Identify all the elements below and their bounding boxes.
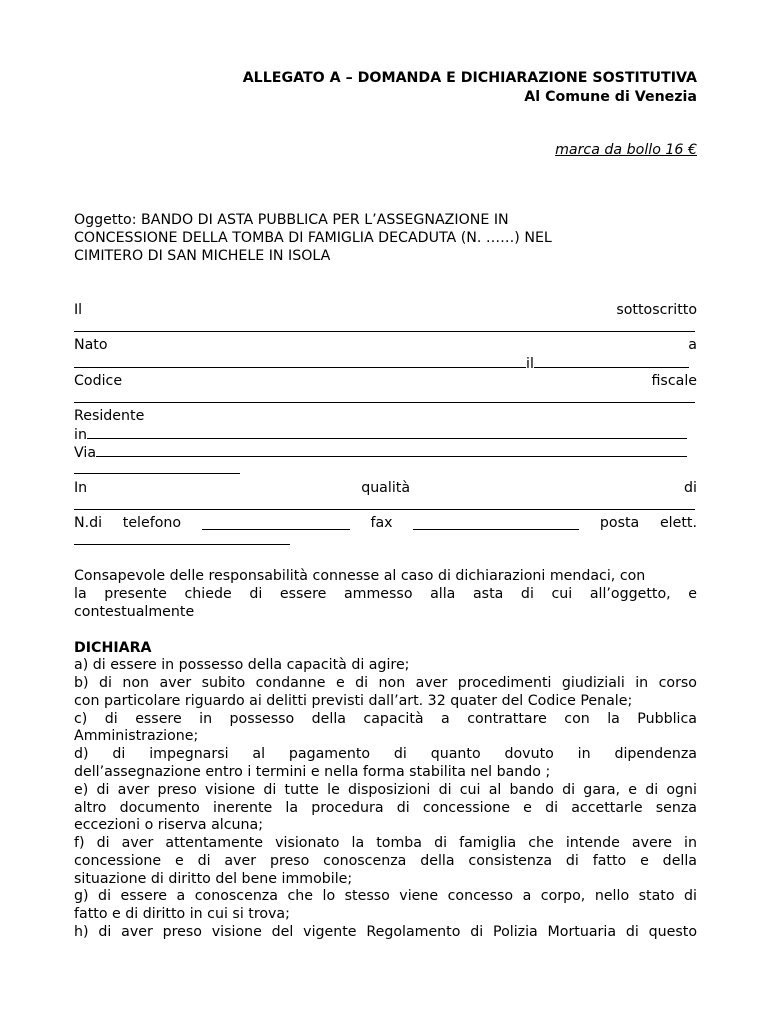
item-line: con particolare riguardo ai delitti previsti dall’art. 32 quater del Codice Penale; — [74, 693, 633, 709]
label-in: in — [74, 427, 87, 443]
phone-field[interactable] — [202, 516, 350, 530]
item-line: concessione e di aver preso conoscenza della consistenza di fatto e della — [74, 853, 697, 869]
item-line: c) di essere in possesso della capacità a contrattare con la Pubblica — [74, 711, 697, 727]
label-telefono: telefono — [122, 515, 182, 531]
intro-line-3: contestualmente — [74, 604, 195, 620]
item-line: b) di non aver subito condanne e di non aver procedimenti giudiziali in corso — [74, 675, 697, 691]
form-row-residence-city — [74, 425, 697, 444]
declares-heading: DICHIARA — [74, 640, 152, 656]
subject-line-3: CIMITERO DI SAN MICHELE IN ISOLA — [74, 248, 331, 264]
item-line: g) di essere a conoscenza che lo stesso viene concesso a corpo, nello stato di — [74, 888, 697, 904]
label-fax: fax — [370, 515, 393, 531]
item-line: a) di essere in possesso della capacità di agire; — [74, 657, 410, 673]
item-line: d) di impegnarsi al pagamento di quanto dovuto in dipendenza — [74, 746, 697, 762]
label-in-capacity: In — [74, 480, 88, 496]
label-nato: Nato — [74, 337, 108, 353]
capacity-field[interactable] — [74, 496, 697, 514]
item-line: Amministrazione; — [74, 728, 199, 744]
item-line: eccezioni o riserva alcuna; — [74, 817, 263, 833]
label-sottoscritto: sottoscritto — [616, 302, 697, 318]
residence-city-field[interactable] — [87, 425, 687, 439]
form-row-contacts — [74, 514, 697, 532]
fax-field[interactable] — [413, 516, 579, 530]
item-line: dell’assegnazione entro i termini e nella forma stabilita nel bando ; — [74, 764, 551, 780]
email-field[interactable] — [74, 531, 697, 549]
birthdate-field[interactable] — [534, 354, 689, 368]
label-il-date: il — [526, 356, 534, 372]
label-di: di — [684, 480, 697, 496]
street-field-continued[interactable] — [74, 460, 697, 478]
label-via: Via — [74, 445, 97, 461]
subject-line-2: CONCESSIONE DELLA TOMBA DI FAMIGLIA DECADUTA (N. ……) NEL — [74, 230, 552, 246]
label-ndi: N.di — [74, 515, 103, 531]
intro-line-1: Consapevole delle responsabilità connesse al caso di dichiarazioni mendaci, con — [74, 568, 646, 584]
form-row-capacity — [74, 479, 697, 497]
item-line: altro documento inerente la procedura di concessione e di accettarle senza — [74, 800, 697, 816]
name-field[interactable] — [74, 318, 697, 336]
label-elett: elett. — [659, 515, 697, 531]
form-row-undersigned — [74, 301, 697, 319]
form-row-birth-fields — [74, 354, 697, 373]
subject-line-1: Oggetto: BANDO DI ASTA PUBBLICA PER L’ASSEGNAZIONE IN — [74, 212, 509, 228]
form-row-fiscal — [74, 372, 697, 390]
item-line: h) di aver preso visione del vigente Regolamento di Polizia Mortuaria di questo — [74, 924, 697, 940]
label-il: Il — [74, 302, 83, 318]
label-codice: Codice — [74, 373, 123, 389]
item-line: fatto e di diritto in cui si trova; — [74, 906, 290, 922]
birthplace-field[interactable] — [74, 354, 526, 368]
label-qualita: qualità — [361, 480, 411, 496]
annex-title: ALLEGATO A – DOMANDA E DICHIARAZIONE SOSTITUTIVA — [242, 70, 697, 86]
form-row-born — [74, 336, 697, 354]
label-residente: Residente — [74, 408, 145, 424]
street-field[interactable] — [96, 443, 687, 457]
label-fiscale: fiscale — [651, 373, 697, 389]
recipient: Al Comune di Venezia — [524, 89, 697, 105]
intro-line-2: la presente chiede di essere ammesso alla asta di cui all’oggetto, e — [74, 586, 697, 602]
item-line: situazione di diritto del bene immobile; — [74, 871, 353, 887]
label-posta: posta — [599, 515, 640, 531]
item-line: e) di aver preso visione di tutte le disposizioni di cui al bando di gara, e di ogni — [74, 782, 697, 798]
stamp-note: marca da bollo 16 € — [555, 142, 697, 158]
item-line: f) di aver attentamente visionato la tomba di famiglia che intende avere in — [74, 835, 697, 851]
fiscal-code-field[interactable] — [74, 389, 697, 407]
label-a: a — [688, 337, 697, 353]
